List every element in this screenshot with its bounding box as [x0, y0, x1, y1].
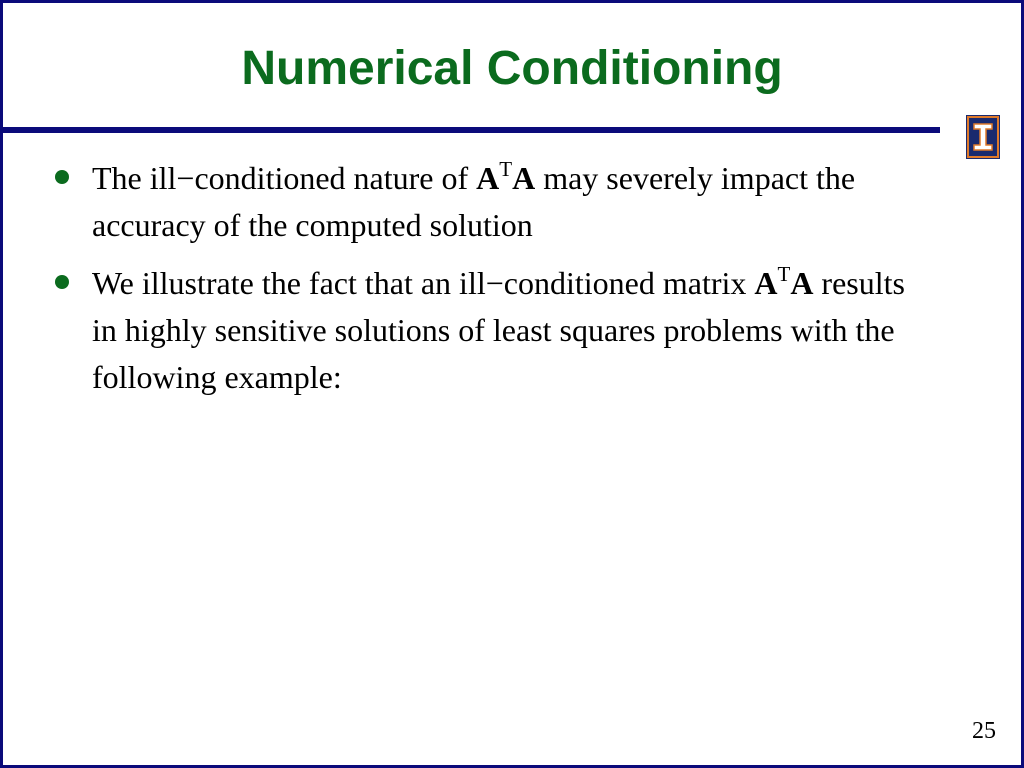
- bullet-dot: [55, 170, 69, 184]
- transpose-superscript: T: [777, 262, 791, 286]
- matrix-a: A: [476, 160, 500, 196]
- bullet-text-before: The ill−conditioned nature of: [92, 160, 477, 196]
- bullet-item-2: [55, 260, 925, 401]
- bullet-text-after: may severely impact the accuracy of the computed solution: [92, 160, 856, 243]
- title-divider: [3, 127, 940, 133]
- block-i-glyph: [972, 122, 994, 152]
- bullet-list: [55, 155, 925, 412]
- transpose-superscript: T: [499, 157, 513, 181]
- matrix-a: A: [512, 160, 536, 196]
- bullet-text-before: We illustrate the fact that an ill−conditioned matrix: [92, 265, 755, 301]
- bullet-item-1: [55, 155, 925, 249]
- matrix-a: A: [754, 265, 778, 301]
- bullet-dot: [55, 275, 69, 289]
- illinois-block-i-icon: [967, 116, 999, 158]
- matrix-a: A: [790, 265, 814, 301]
- bullet-text-after: results in highly sensitive solutions of least squares problems with the following example:: [92, 265, 905, 395]
- page-number: 25: [972, 718, 996, 744]
- slide-title: Numerical Conditioning: [241, 42, 783, 95]
